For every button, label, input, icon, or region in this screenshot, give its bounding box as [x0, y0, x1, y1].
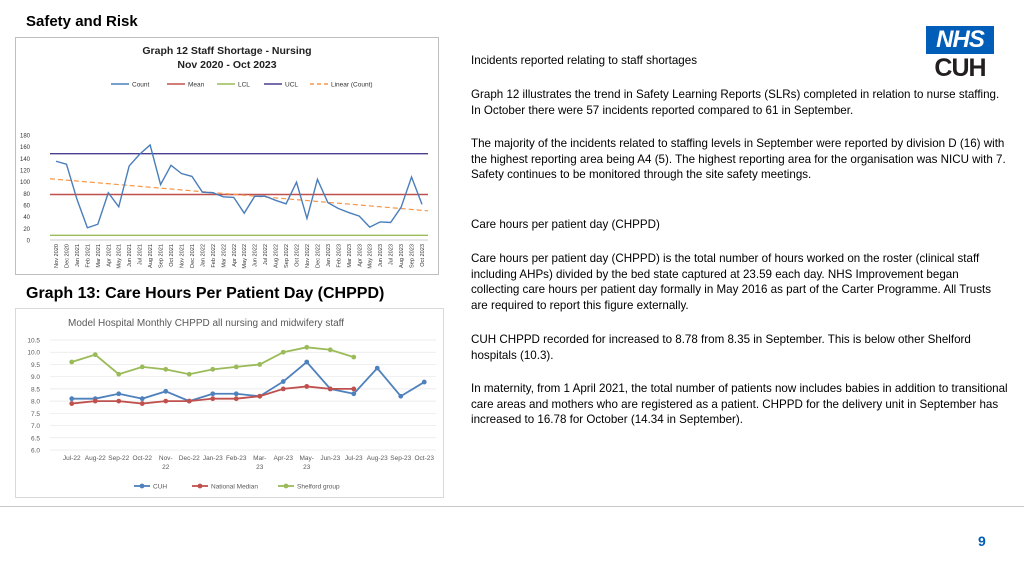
legend-label: National Median — [211, 483, 258, 491]
cuh-data-point — [69, 396, 74, 401]
x-tick-label: Dec-22 — [178, 455, 200, 462]
y-tick-label: 180 — [19, 133, 30, 140]
national-median-data-point — [69, 401, 74, 406]
count-series-line — [56, 145, 422, 228]
y-tick-label: 8.0 — [30, 398, 40, 406]
national-median-data-point — [116, 399, 121, 404]
x-tick-label: Mar 2023 — [346, 244, 353, 268]
x-tick-label: 23 — [303, 464, 311, 471]
cuh-series-line — [72, 362, 425, 401]
x-tick-label: Oct 2021 — [169, 244, 176, 267]
shelford-group-data-point — [257, 362, 262, 367]
x-tick-label: Aug 2022 — [273, 244, 280, 268]
x-tick-label: 22 — [162, 464, 170, 471]
legend-label: CUH — [153, 483, 168, 491]
x-tick-label: May 2021 — [116, 244, 123, 269]
y-tick-label: 9.0 — [30, 374, 40, 382]
y-tick-label: 160 — [19, 145, 30, 152]
shelford-group-data-point — [140, 364, 145, 369]
national-median-data-point — [234, 396, 239, 401]
nhs-logo-text: NHS — [926, 26, 994, 54]
x-tick-label: Feb 2021 — [85, 244, 92, 268]
cuh-data-point — [140, 396, 145, 401]
legend-marker — [284, 484, 289, 489]
shelford-group-data-point — [116, 372, 121, 377]
paragraph-graph12: Graph 12 illustrates the trend in Safety Learning Reports (SLRs) completed in relation to nurse staffing. In October there were 57 incidents reported compared to 61 in September. — [471, 88, 1000, 117]
x-tick-label: Sep 2022 — [284, 244, 291, 268]
cuh-data-point — [234, 391, 239, 396]
y-tick-label: 0 — [26, 238, 30, 245]
shelford-group-data-point — [281, 350, 286, 355]
x-tick-label: Jun 2022 — [252, 244, 259, 268]
y-tick-label: 140 — [19, 156, 30, 163]
y-tick-label: 20 — [23, 226, 30, 233]
x-tick-label: Jul 2021 — [137, 244, 144, 266]
x-tick-label: Nov 2022 — [304, 244, 311, 268]
graph-12-svg — [16, 38, 438, 274]
paragraph-incidents-detail: The majority of the incidents related to staffing levels in September were reported by division D (16) with the highest reporting area being A4 (5). The highest reporting area for the organisation was NICU with 7. Safety continues to be monitored through the site safety meetings. — [471, 137, 1006, 182]
chppd-heading: Care hours per patient day (CHPPD) — [471, 218, 660, 231]
incidents-heading: Incidents reported relating to staff shortages — [471, 54, 697, 67]
x-tick-label: Sep-23 — [390, 455, 412, 462]
x-tick-label: Apr 2021 — [106, 244, 113, 267]
shelford-group-data-point — [234, 364, 239, 369]
shelford-group-data-point — [187, 372, 192, 377]
x-tick-label: 23 — [256, 464, 264, 471]
graph-13-svg — [16, 309, 443, 497]
x-tick-label: Nov- — [158, 455, 173, 462]
cuh-data-point — [281, 379, 286, 384]
x-tick-label: Feb 2023 — [336, 244, 343, 268]
x-tick-label: May 2023 — [367, 244, 374, 269]
legend-label: Linear (Count) — [331, 81, 373, 89]
paragraph-maternity: In maternity, from 1 April 2021, the total number of patients now includes babies in addition to transitional care areas and mothers who are registered as a patient. CHPPD for the delivery unit in September has increased to 16.78 for October (14.34 in September). — [471, 382, 1008, 427]
legend-label: Mean — [188, 81, 205, 89]
national-median-data-point — [140, 401, 145, 406]
x-tick-label: Jul-22 — [62, 455, 81, 462]
x-tick-label: Oct-23 — [414, 455, 435, 462]
legend-label: UCL — [285, 81, 299, 89]
chart-subtitle: Nov 2020 - Oct 2023 — [177, 59, 277, 71]
cuh-data-point — [304, 360, 309, 365]
footer-divider — [0, 506, 1024, 507]
national-median-data-point — [163, 399, 168, 404]
cuh-data-point — [210, 391, 215, 396]
national-median-data-point — [210, 396, 215, 401]
x-tick-label: Jun-23 — [320, 455, 341, 462]
x-tick-label: Feb-23 — [225, 455, 247, 462]
x-tick-label: Dec 2020 — [64, 244, 71, 268]
x-tick-label: May 2022 — [242, 244, 249, 269]
shelford-group-data-point — [93, 352, 98, 357]
cuh-data-point — [422, 380, 427, 385]
cuh-data-point — [116, 391, 121, 396]
national-median-data-point — [281, 386, 286, 391]
national-median-data-point — [351, 386, 356, 391]
y-tick-label: 10.5 — [27, 337, 40, 345]
shelford-group-data-point — [304, 345, 309, 350]
cuh-data-point — [163, 389, 168, 394]
x-tick-label: Dec 2022 — [315, 244, 322, 268]
national-median-data-point — [257, 394, 262, 399]
x-tick-label: Nov 2020 — [54, 244, 60, 268]
shelford-group-data-point — [210, 367, 215, 372]
legend-label: Count — [132, 81, 150, 89]
x-tick-label: Aug-22 — [84, 455, 106, 462]
x-tick-label: Jul 2022 — [263, 244, 270, 266]
paragraph-cuh-chppd: CUH CHPPD recorded for increased to 8.78 from 8.35 in September. This is below other Shelford hospitals (10.3). — [471, 333, 971, 362]
page-title: Safety and Risk — [26, 13, 138, 30]
legend-marker — [198, 484, 203, 489]
y-tick-label: 8.5 — [30, 386, 40, 394]
shelford-group-data-point — [351, 355, 356, 360]
x-tick-label: Jul 2023 — [388, 244, 395, 266]
x-tick-label: Jun 2021 — [127, 244, 134, 268]
cuh-data-point — [375, 366, 380, 371]
y-tick-label: 10.0 — [27, 349, 40, 357]
chart-title: Model Hospital Monthly CHPPD all nursing and midwifery staff — [68, 318, 345, 329]
x-tick-label: Sep-22 — [108, 455, 130, 462]
y-tick-label: 120 — [19, 168, 30, 175]
shelford-group-data-point — [163, 367, 168, 372]
x-tick-label: Apr 2023 — [357, 244, 364, 267]
graph-13-chart — [15, 308, 444, 498]
cuh-data-point — [398, 394, 403, 399]
legend-label: Shelford group — [297, 483, 340, 491]
graph-13-heading: Graph 13: Care Hours Per Patient Day (CHPPD) — [26, 285, 385, 302]
x-tick-label: Mar 2021 — [95, 244, 102, 268]
x-tick-label: Apr 2022 — [231, 244, 238, 267]
shelford-group-data-point — [328, 347, 333, 352]
y-tick-label: 6.5 — [30, 435, 40, 443]
x-tick-label: Mar- — [253, 455, 267, 462]
x-tick-label: Feb 2022 — [210, 244, 217, 268]
x-tick-label: May- — [299, 455, 314, 462]
x-tick-label: Jan-23 — [202, 455, 223, 462]
x-tick-label: Jan 2022 — [200, 244, 207, 268]
chart-title: Graph 12 Staff Shortage - Nursing — [142, 45, 312, 57]
x-tick-label: Aug 2023 — [399, 244, 406, 268]
y-tick-label: 60 — [23, 203, 30, 210]
x-tick-label: Nov 2021 — [179, 244, 186, 268]
shelford-group-data-point — [69, 360, 74, 365]
x-tick-label: Sep 2021 — [158, 244, 165, 268]
y-tick-label: 100 — [19, 180, 30, 187]
x-tick-label: Oct 2023 — [420, 244, 426, 267]
national-median-data-point — [187, 399, 192, 404]
x-tick-label: Jan 2023 — [325, 244, 332, 268]
cuh-logo-text: CUH — [934, 54, 986, 82]
y-tick-label: 7.5 — [30, 410, 40, 418]
y-tick-label: 40 — [23, 215, 30, 222]
y-tick-label: 7.0 — [30, 423, 40, 431]
y-tick-label: 9.5 — [30, 361, 40, 369]
cuh-data-point — [351, 391, 356, 396]
graph-12-chart — [15, 37, 439, 275]
national-median-data-point — [304, 384, 309, 389]
x-tick-label: Dec 2021 — [189, 244, 196, 268]
legend-label: LCL — [238, 81, 250, 89]
x-tick-label: Oct-22 — [132, 455, 153, 462]
paragraph-chppd-definition: Care hours per patient day (CHPPD) is the total number of hours worked on the roster (clinical staff including AHPs) divided by the bed state captured at 23.59 each day. NHS Improvement began collecting care hours per patient day formally in May 2016 as part of the Carter Programme. All Trusts are required to report this figure externally. — [471, 252, 992, 313]
x-tick-label: Apr-23 — [273, 455, 294, 462]
legend-marker — [140, 484, 145, 489]
x-tick-label: Oct 2022 — [294, 244, 301, 267]
x-tick-label: Mar 2022 — [221, 244, 228, 268]
national-median-data-point — [328, 386, 333, 391]
x-tick-label: Aug 2021 — [148, 244, 155, 268]
y-tick-label: 80 — [23, 191, 30, 198]
national-median-data-point — [93, 399, 98, 404]
y-tick-label: 6.0 — [30, 447, 40, 455]
page-number: 9 — [978, 533, 986, 549]
x-tick-label: Sep 2023 — [409, 244, 416, 268]
x-tick-label: Jul-23 — [344, 455, 363, 462]
x-tick-label: Jun 2023 — [378, 244, 385, 268]
x-tick-label: Jan 2021 — [74, 244, 81, 268]
x-tick-label: Aug-23 — [366, 455, 388, 462]
